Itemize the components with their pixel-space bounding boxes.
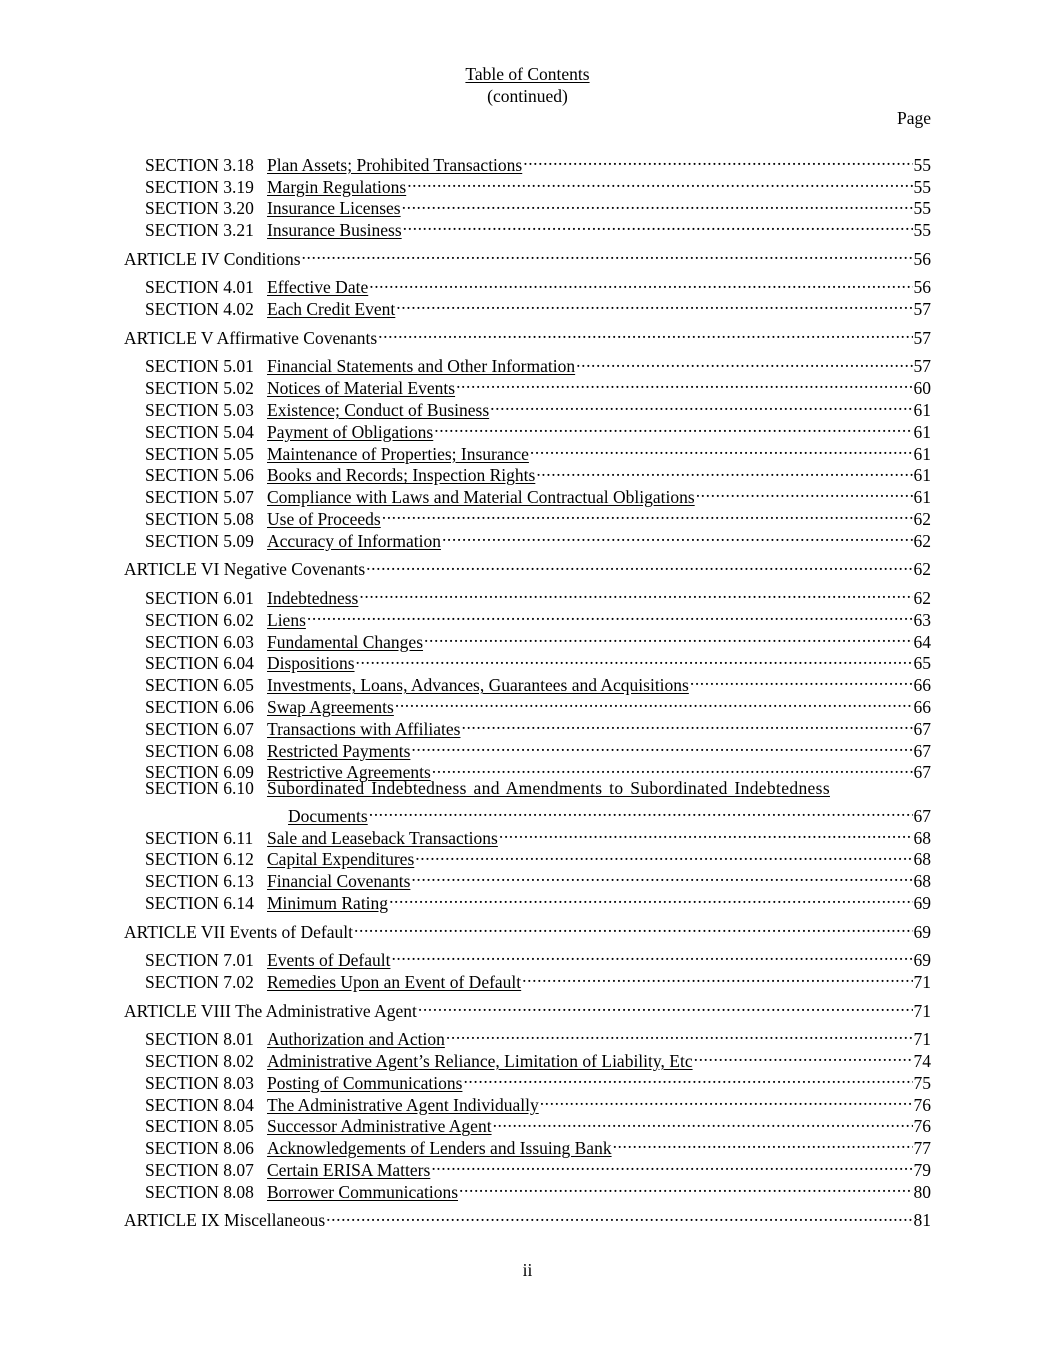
- page-number: 56: [913, 277, 931, 298]
- page-number: 68: [913, 871, 931, 892]
- page-number: 68: [913, 827, 931, 848]
- section-number: SECTION 6.08: [145, 740, 254, 761]
- dot-leader: [499, 822, 913, 844]
- section-title-link[interactable]: Indebtedness: [267, 587, 359, 608]
- dot-leader: [389, 887, 912, 909]
- section-number: SECTION 7.02: [145, 972, 254, 993]
- section-number: SECTION 5.04: [145, 421, 254, 442]
- section-title-link[interactable]: Certain ERISA Matters: [267, 1160, 431, 1181]
- section-number: SECTION 5.01: [145, 356, 254, 377]
- dot-leader: [391, 944, 912, 966]
- section-number: SECTION 6.14: [145, 893, 254, 914]
- section-title-link[interactable]: Events of Default: [267, 950, 391, 971]
- page-number: 62: [913, 587, 931, 608]
- toc-article-row[interactable]: [124, 243, 931, 269]
- page-number: 61: [913, 487, 931, 508]
- dot-leader: [403, 214, 913, 236]
- dot-leader: [432, 757, 913, 779]
- dot-leader: [576, 351, 912, 373]
- section-title-link[interactable]: Swap Agreements: [267, 696, 394, 717]
- page-number: 55: [913, 220, 931, 241]
- page-number: 79: [913, 1160, 931, 1181]
- table-of-contents: [124, 149, 931, 1233]
- dot-leader: [402, 193, 913, 215]
- section-number: SECTION 4.01: [145, 277, 254, 298]
- page-number: 76: [913, 1116, 931, 1137]
- page-number: 71: [913, 972, 931, 993]
- section-title-link[interactable]: Investments, Loans, Advances, Guarantees and Acquisitions: [267, 675, 689, 696]
- page-number: 63: [913, 609, 931, 630]
- toc-article-row[interactable]: [124, 322, 931, 348]
- dot-leader: [456, 372, 912, 394]
- section-number: SECTION 6.07: [145, 718, 254, 739]
- article-title[interactable]: ARTICLE VII Events of Default: [124, 921, 353, 942]
- section-number: SECTION 3.21: [145, 220, 254, 241]
- page-number: 65: [913, 653, 931, 674]
- page-number: 67: [913, 718, 931, 739]
- page-number: 55: [913, 176, 931, 197]
- dot-leader: [411, 865, 912, 887]
- page-number: 57: [913, 327, 931, 348]
- section-title-link[interactable]: Remedies Upon an Event of Default: [267, 972, 522, 993]
- dot-leader: [540, 1089, 913, 1111]
- section-number: SECTION 6.05: [145, 675, 254, 696]
- page-number: 74: [913, 1051, 931, 1072]
- page-number: 56: [913, 248, 931, 269]
- section-title-link[interactable]: Restrictive Agreements: [267, 762, 431, 783]
- section-title-link[interactable]: Insurance Licenses: [267, 198, 401, 219]
- section-number: SECTION 5.03: [145, 399, 254, 420]
- dot-leader: [459, 1176, 912, 1198]
- dot-leader: [446, 1023, 913, 1045]
- page-number: 81: [913, 1210, 931, 1231]
- section-number: SECTION 6.09: [145, 762, 254, 783]
- toc-section-row-continued[interactable]: [124, 800, 931, 826]
- section-number: SECTION 6.12: [145, 849, 254, 870]
- section-title-link[interactable]: Fundamental Changes: [267, 631, 424, 652]
- toc-section-row[interactable]: [124, 149, 931, 175]
- section-number: SECTION 3.19: [145, 176, 254, 197]
- section-number: SECTION 7.01: [145, 950, 254, 971]
- section-title-link[interactable]: Plan Assets; Prohibited Transactions: [267, 154, 523, 175]
- dot-leader: [536, 460, 912, 482]
- page-number: 62: [913, 559, 931, 580]
- toc-title: [0, 63, 1055, 85]
- dot-leader: [382, 503, 913, 525]
- dot-leader: [378, 322, 912, 344]
- dot-leader: [395, 691, 913, 713]
- page-number: 66: [913, 675, 931, 696]
- toc-section-row[interactable]: [124, 272, 931, 298]
- section-title-link[interactable]: Maintenance of Properties; Insurance: [267, 443, 529, 464]
- section-title-link[interactable]: Posting of Communications: [267, 1072, 463, 1093]
- toc-article-row[interactable]: [124, 995, 931, 1021]
- section-title-link[interactable]: Minimum Rating: [267, 893, 389, 914]
- page-number: 57: [913, 356, 931, 377]
- dot-leader: [424, 626, 912, 648]
- dot-leader: [359, 582, 912, 604]
- section-number: SECTION 8.01: [145, 1029, 254, 1050]
- section-number: SECTION 6.01: [145, 587, 254, 608]
- section-number: SECTION 5.07: [145, 487, 254, 508]
- section-title-link[interactable]: Each Credit Event: [267, 299, 396, 320]
- section-number: SECTION 5.05: [145, 443, 254, 464]
- dot-leader: [613, 1132, 913, 1154]
- dot-leader: [396, 293, 912, 315]
- page-number: 60: [913, 378, 931, 399]
- page-number: 55: [913, 198, 931, 219]
- section-title-link[interactable]: Insurance Business: [267, 220, 402, 241]
- section-number: SECTION 6.03: [145, 631, 254, 652]
- section-title-link-continued[interactable]: Documents: [288, 805, 368, 826]
- section-title-link[interactable]: Notices of Material Events: [267, 378, 456, 399]
- article-title[interactable]: ARTICLE VIII The Administrative Agent: [124, 1000, 417, 1021]
- article-title[interactable]: ARTICLE IX Miscellaneous: [124, 1210, 326, 1231]
- dot-leader: [415, 844, 912, 866]
- section-number: SECTION 8.03: [145, 1072, 254, 1093]
- section-number: SECTION 6.04: [145, 653, 254, 674]
- section-title-link[interactable]: Capital Expenditures: [267, 849, 415, 870]
- section-title-link[interactable]: Payment of Obligations: [267, 421, 434, 442]
- page-number: 71: [913, 1000, 931, 1021]
- page-number: 69: [913, 921, 931, 942]
- article-title[interactable]: ARTICLE V Affirmative Covenants: [124, 327, 378, 348]
- section-title-link[interactable]: Subordinated Indebtedness and Amendments to Subordinated Indebtedness: [267, 778, 830, 799]
- section-title-link[interactable]: Authorization and Action: [267, 1029, 445, 1050]
- section-title-link[interactable]: Compliance with Laws and Material Contractual Obligations: [267, 487, 695, 508]
- toc-section-row[interactable]: [124, 778, 931, 800]
- dot-leader: [690, 669, 913, 691]
- section-number: SECTION 5.02: [145, 378, 254, 399]
- page-number: 80: [913, 1181, 931, 1202]
- section-number: SECTION 5.08: [145, 508, 254, 529]
- dot-leader: [493, 1111, 913, 1133]
- dot-leader: [302, 243, 913, 265]
- section-title-link[interactable]: Books and Records; Inspection Rights: [267, 465, 536, 486]
- toc-section-row[interactable]: [124, 351, 931, 377]
- section-number: SECTION 6.02: [145, 609, 254, 630]
- page-number: 71: [913, 1029, 931, 1050]
- section-title-link[interactable]: Financial Covenants: [267, 871, 411, 892]
- page-number: 67: [913, 762, 931, 783]
- section-number: SECTION 6.10: [145, 778, 254, 799]
- section-title-link[interactable]: Acknowledgements of Lenders and Issuing Bank: [267, 1138, 612, 1159]
- dot-leader: [366, 554, 912, 576]
- toc-article-row[interactable]: [124, 916, 931, 942]
- page-number: 61: [913, 421, 931, 442]
- section-number: SECTION 8.05: [145, 1116, 254, 1137]
- section-number: SECTION 8.07: [145, 1160, 254, 1181]
- toc-article-row[interactable]: [124, 554, 931, 580]
- section-number: SECTION 4.02: [145, 299, 254, 320]
- dot-leader: [431, 1154, 912, 1176]
- dot-leader: [523, 149, 912, 171]
- page-number: 66: [913, 696, 931, 717]
- dot-leader: [522, 966, 912, 988]
- section-title-link[interactable]: Borrower Communications: [267, 1181, 459, 1202]
- section-title-link[interactable]: Administrative Agent’s Reliance, Limitation of Liability, Etc: [267, 1051, 693, 1072]
- page-number: 62: [913, 508, 931, 529]
- section-number: SECTION 8.04: [145, 1094, 254, 1115]
- section-title-link[interactable]: Liens: [267, 609, 306, 630]
- page-number: 57: [913, 299, 931, 320]
- page-number: 69: [913, 950, 931, 971]
- dot-leader: [463, 1067, 912, 1089]
- page-number: 61: [913, 443, 931, 464]
- page-number: 77: [913, 1138, 931, 1159]
- section-title-link[interactable]: Existence; Conduct of Business: [267, 399, 490, 420]
- dot-leader: [434, 416, 912, 438]
- section-title-link[interactable]: Financial Statements and Other Information: [267, 356, 576, 377]
- page-number: 55: [913, 154, 931, 175]
- page-number: 67: [913, 805, 931, 826]
- section-title-link[interactable]: Transactions with Affiliates: [267, 718, 461, 739]
- section-title-link[interactable]: Margin Regulations: [267, 176, 407, 197]
- section-title-link[interactable]: Successor Administrative Agent: [267, 1116, 492, 1137]
- article-title[interactable]: ARTICLE VI Negative Covenants: [124, 559, 366, 580]
- section-number: SECTION 8.02: [145, 1051, 254, 1072]
- section-title-link[interactable]: Sale and Leaseback Transactions: [267, 827, 498, 848]
- page-column-label: Page: [896, 108, 931, 128]
- page-number: 67: [913, 740, 931, 761]
- article-title[interactable]: ARTICLE IV Conditions: [124, 248, 301, 269]
- section-title-link[interactable]: Effective Date: [267, 277, 369, 298]
- page-number-footer: ii: [522, 1260, 533, 1280]
- page-number: 64: [913, 631, 931, 652]
- dot-leader: [407, 171, 912, 193]
- page-number: 62: [913, 530, 931, 551]
- page-number: 76: [913, 1094, 931, 1115]
- dot-leader: [369, 800, 913, 822]
- section-title-link[interactable]: Dispositions: [267, 653, 355, 674]
- section-title-link[interactable]: The Administrative Agent Individually: [267, 1094, 539, 1115]
- section-number: SECTION 5.09: [145, 530, 254, 551]
- page-number: 68: [913, 849, 931, 870]
- toc-section-row[interactable]: [124, 822, 931, 848]
- dot-leader: [411, 735, 912, 757]
- toc-title-text: Table of Contents: [465, 64, 590, 84]
- toc-subtitle: (continued): [487, 86, 568, 106]
- toc-section-row[interactable]: [124, 944, 931, 971]
- dot-leader: [461, 713, 912, 735]
- dot-leader: [354, 916, 913, 938]
- section-title-link[interactable]: Use of Proceeds: [267, 508, 381, 529]
- page-number: 61: [913, 399, 931, 420]
- dot-leader: [307, 604, 913, 626]
- page-number: 69: [913, 893, 931, 914]
- section-number: SECTION 6.11: [145, 827, 254, 848]
- section-number: SECTION 6.13: [145, 871, 254, 892]
- dot-leader: [694, 1045, 913, 1067]
- dot-leader: [530, 438, 913, 460]
- section-number: SECTION 8.06: [145, 1138, 254, 1159]
- dot-leader: [326, 1205, 912, 1227]
- dot-leader: [369, 272, 912, 294]
- dot-leader: [418, 995, 913, 1017]
- toc-article-row[interactable]: [124, 1205, 931, 1231]
- section-title-link[interactable]: Accuracy of Information: [267, 530, 441, 551]
- section-number: SECTION 5.06: [145, 465, 254, 486]
- dot-leader: [442, 525, 913, 547]
- section-number: SECTION 3.20: [145, 198, 254, 219]
- section-title-link[interactable]: Restricted Payments: [267, 740, 411, 761]
- dot-leader: [696, 481, 913, 503]
- section-number: SECTION 6.06: [145, 696, 254, 717]
- page-number: 61: [913, 465, 931, 486]
- dot-leader: [490, 394, 912, 416]
- toc-section-row[interactable]: [124, 1023, 931, 1050]
- section-number: SECTION 8.08: [145, 1181, 254, 1202]
- page-number: 75: [913, 1072, 931, 1093]
- toc-section-row[interactable]: [124, 582, 931, 608]
- section-number: SECTION 3.18: [145, 154, 254, 175]
- dot-leader: [356, 648, 913, 670]
